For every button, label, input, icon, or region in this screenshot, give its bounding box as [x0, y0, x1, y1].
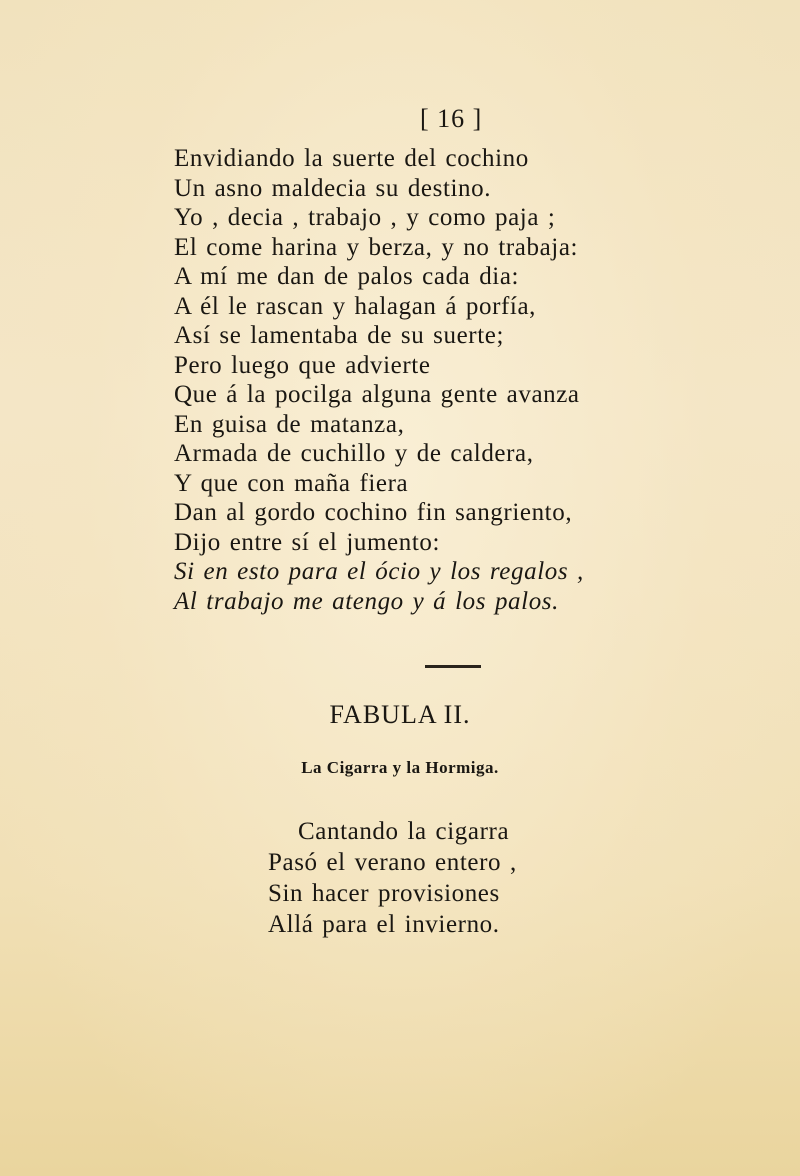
- fable-title: FABULA II.: [329, 700, 471, 729]
- verse-line: Dijo entre sí el jumento:: [174, 528, 441, 556]
- fable-subtitle: La Cigarra y la Hormiga.: [301, 758, 499, 777]
- verse-line: Yo , decia , trabajo , y como paja ;: [174, 204, 556, 231]
- fable-1-verse: [174, 144, 584, 616]
- verse-line: Armada de cuchillo y de caldera,: [174, 440, 534, 467]
- verse-line: El come harina y berza, y no trabaja:: [174, 233, 579, 261]
- verse-line: Sin hacer provisiones: [268, 880, 500, 907]
- verse-line: Dan al gordo cochino fin sangriento,: [174, 499, 573, 526]
- moral-line: Al trabajo me atengo y á los palos.: [174, 587, 559, 615]
- verse-line: Pasó el verano entero ,: [268, 849, 517, 876]
- page-number: [ 16 ]: [420, 104, 483, 133]
- section-divider: [425, 665, 481, 668]
- verse-line: Un asno maldecia su destino.: [174, 174, 492, 202]
- verse-line: Así se lamentaba de su suerte;: [174, 322, 504, 349]
- verse-line: Pero luego que advierte: [174, 351, 431, 379]
- verse-line: Cantando la cigarra: [298, 818, 510, 845]
- verse-line: Y que con maña fiera: [174, 469, 409, 497]
- verse-line: Que á la pocilga alguna gente avanza: [174, 381, 580, 408]
- verse-line: En guisa de matanza,: [174, 410, 405, 438]
- verse-line: Allá para el invierno.: [268, 911, 500, 938]
- verse-line: A mí me dan de palos cada dia:: [174, 263, 520, 290]
- verse-line: A él le rascan y halagan á porfía,: [174, 292, 537, 320]
- verse-line: Envidiando la suerte del cochino: [174, 145, 529, 172]
- moral-line: Si en esto para el ócio y los regalos ,: [174, 558, 584, 585]
- fable-2-verse: [268, 816, 517, 940]
